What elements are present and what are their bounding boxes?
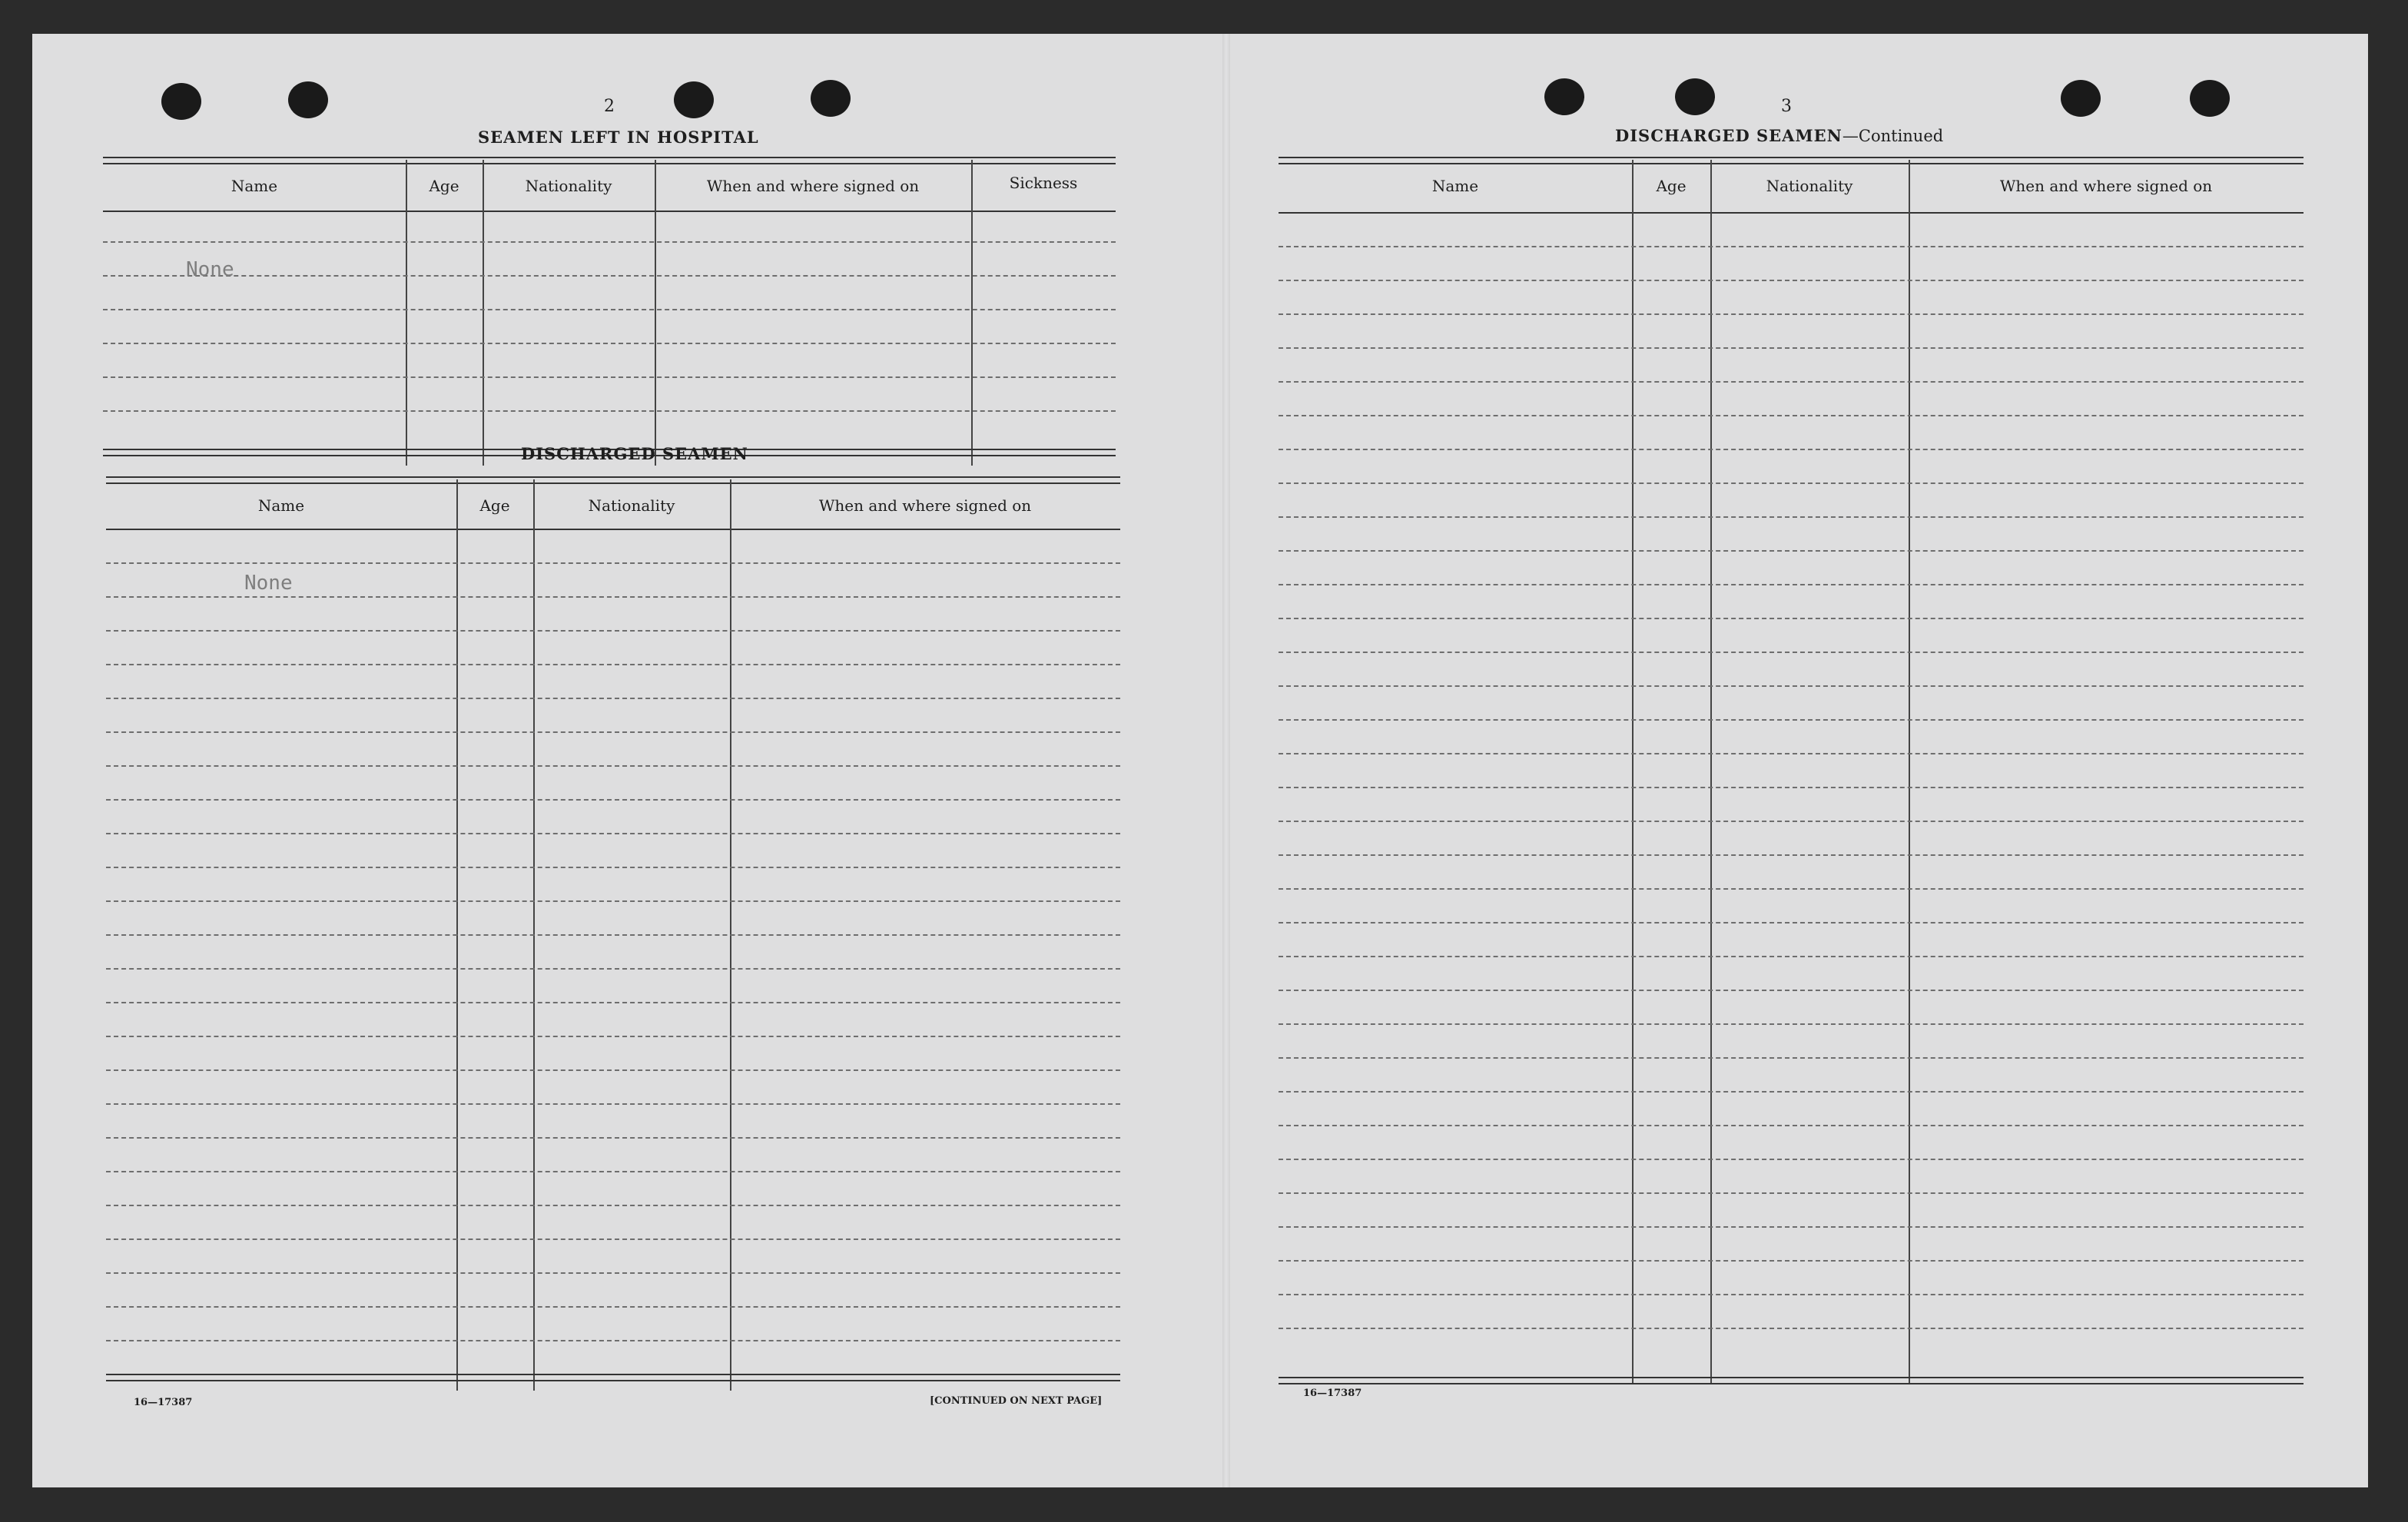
punch-hole-4 bbox=[811, 80, 851, 117]
discharged-none-entry: None bbox=[244, 572, 293, 595]
punch-hole-2 bbox=[288, 81, 328, 118]
discharged-section-title: DISCHARGED SEAMEN bbox=[521, 444, 748, 463]
hospital-col-sickness: Sickness bbox=[1009, 174, 1078, 192]
left-form-number: 16—17387 bbox=[134, 1397, 193, 1408]
punch-hole-8 bbox=[2190, 80, 2230, 117]
discharged-table-right bbox=[1279, 157, 2304, 1386]
right-col-nationality: Nationality bbox=[1766, 177, 1853, 195]
punch-hole-1 bbox=[161, 83, 201, 120]
discharged-col-nationality: Nationality bbox=[588, 496, 675, 515]
hospital-col-name: Name bbox=[231, 177, 278, 195]
punch-hole-3 bbox=[674, 81, 714, 118]
left-page-number: 2 bbox=[604, 97, 615, 116]
ledger-sheet bbox=[32, 34, 2368, 1487]
punch-hole-7 bbox=[2061, 80, 2101, 117]
discharged-col-age: Age bbox=[479, 496, 510, 515]
discharged-continued-title-text: DISCHARGED SEAMEN bbox=[1615, 126, 1842, 145]
hospital-col-age: Age bbox=[429, 177, 459, 195]
page-fold bbox=[1222, 34, 1230, 1487]
discharged-col-when-where: When and where signed on bbox=[818, 496, 1032, 515]
right-col-name: Name bbox=[1431, 177, 1479, 195]
hospital-none-entry: None bbox=[186, 258, 234, 281]
hospital-col-when-where: When and where signed on bbox=[706, 177, 920, 195]
right-col-age: Age bbox=[1656, 177, 1687, 195]
punch-hole-6 bbox=[1675, 78, 1715, 115]
discharged-table-left bbox=[106, 476, 1120, 1391]
right-col-when-where: When and where signed on bbox=[1999, 177, 2213, 195]
discharged-continued-title bbox=[1615, 126, 1943, 145]
right-page-number: 3 bbox=[1781, 97, 1792, 116]
discharged-continued-suffix: —Continued bbox=[1842, 127, 1944, 145]
continued-note: [CONTINUED ON NEXT PAGE] bbox=[930, 1395, 1103, 1407]
hospital-section-title: SEAMEN LEFT IN HOSPITAL bbox=[478, 128, 759, 147]
hospital-table bbox=[103, 157, 1116, 466]
right-form-number: 16—17387 bbox=[1303, 1388, 1362, 1399]
punch-hole-5 bbox=[1544, 78, 1584, 115]
hospital-col-nationality: Nationality bbox=[525, 177, 612, 195]
discharged-col-name: Name bbox=[257, 496, 305, 515]
